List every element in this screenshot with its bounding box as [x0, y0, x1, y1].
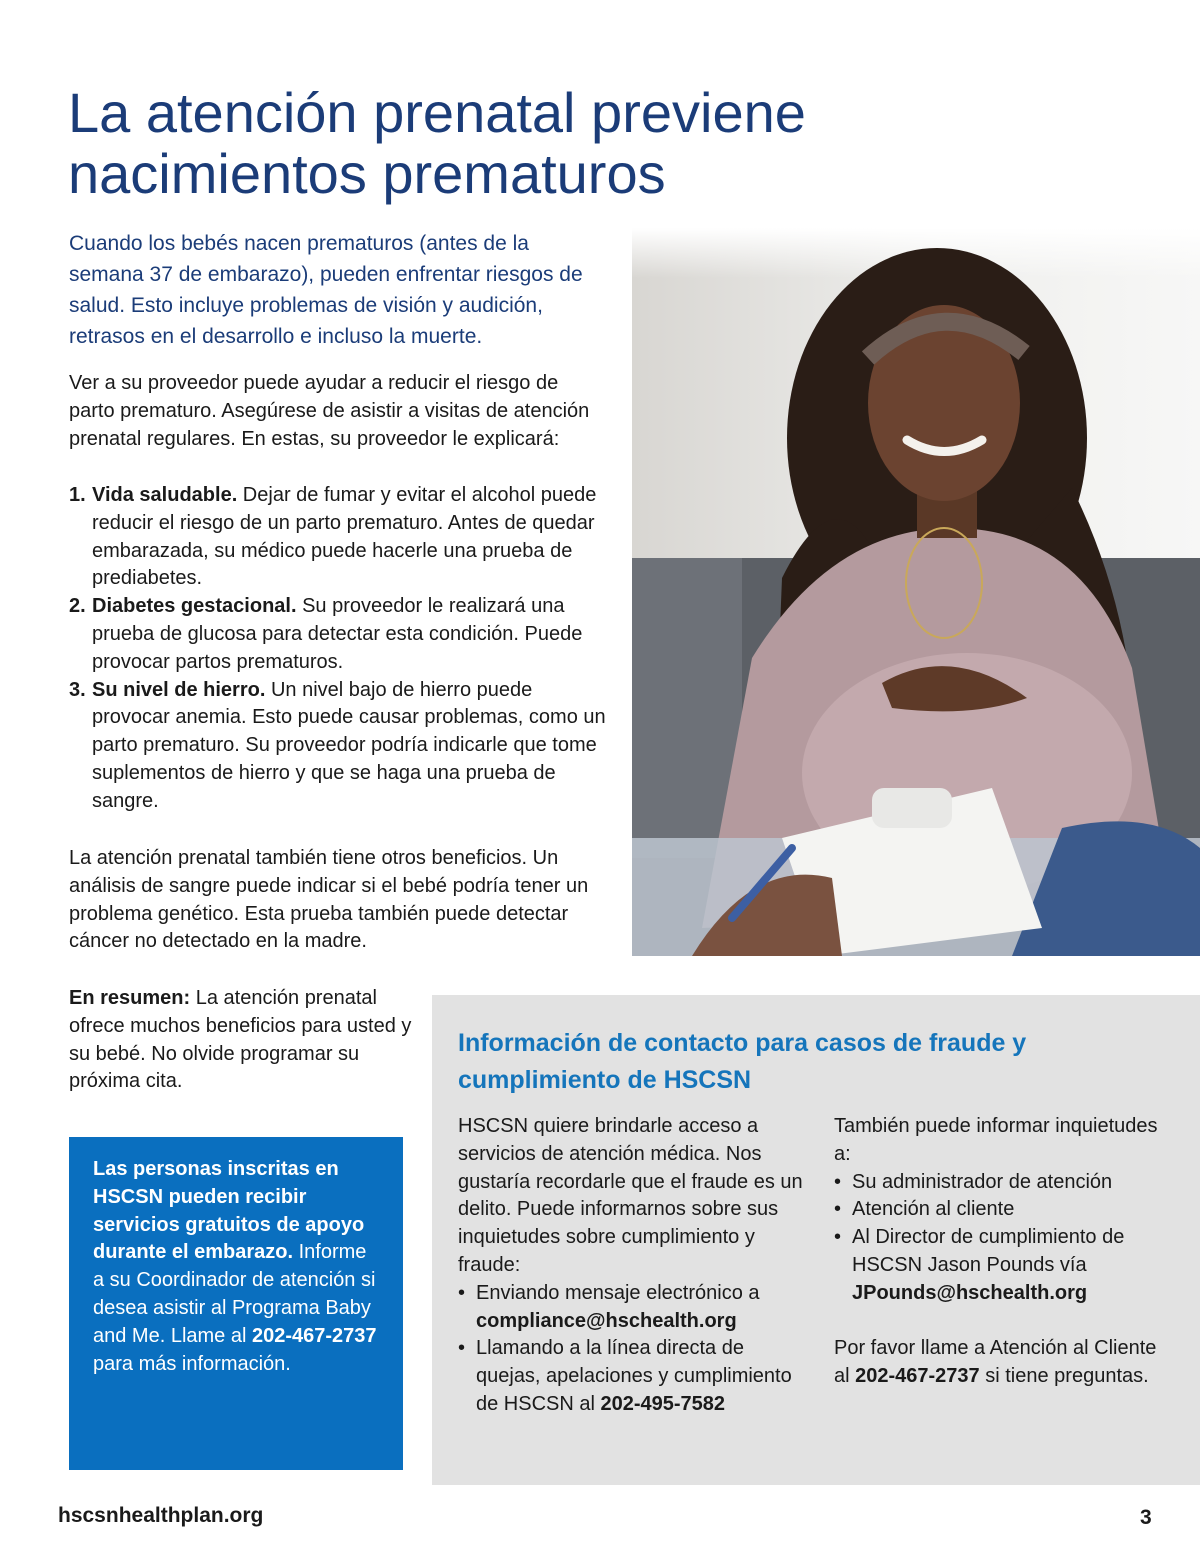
support-services-callout	[69, 1137, 403, 1470]
list-item: • Su administrador de atención	[834, 1169, 1174, 1197]
body-paragraph-2: La atención prenatal también tiene otros beneficios. Un análisis de sangre puede indicar si el bebé podría tener un problema genético. Esta prueba también puede detectar cáncer no detectado en la madre.	[69, 847, 589, 953]
callout-text-end: para más información.	[93, 1352, 291, 1375]
email-item-text: Enviando mensaje electrónico a	[476, 1281, 760, 1304]
list-item	[458, 1335, 808, 1418]
body-paragraph-1: Ver a su proveedor puede ayudar a reducir el riesgo de parto prematuro. Asegúrese de asistir a visitas de atención prenatal regulares. En estas, su proveedor le explicará:	[69, 372, 590, 450]
list-item	[69, 482, 614, 593]
callout-phone[interactable]: 202-467-2737	[251, 1324, 377, 1347]
summary-label: En resumen:	[69, 987, 191, 1009]
note-text: Por favor llame a Atención al Cliente al	[834, 1337, 1157, 1388]
footer-website-link[interactable]: hscsnhealthplan.org	[58, 1504, 264, 1527]
photo-illustration	[632, 228, 1200, 956]
list-item-text: Dejar de fumar y evitar el alcohol puede reducir el riesgo de un parto prematuro. Antes de quedar embarazada, su médico puede hacerle una prueba de prediabetes.	[92, 484, 597, 590]
list-item-heading: Vida saludable.	[92, 484, 238, 506]
fraud-contact-list	[458, 1280, 808, 1419]
list-item-text: Su proveedor le realizará una prueba de glucosa para detectar esta condición. Puede provocar partos prematuros.	[92, 595, 583, 673]
checkup-list	[69, 482, 614, 816]
list-item: • Atención al cliente	[834, 1196, 1174, 1224]
fraud-box-title: Información de contacto para casos de fraude y cumplimiento de HSCSN	[458, 1029, 1027, 1094]
summary-paragraph	[69, 985, 419, 1096]
list-item-text: Un nivel bajo de hierro puede provocar anemia. Esto puede causar problemas, como un parto prematuro. Su proveedor podría indicarle que tome suplementos de hierro y que se haga una prueba de sangre.	[92, 678, 606, 812]
summary-text: La atención prenatal ofrece muchos beneficios para usted y su bebé. No olvide programar su próxima cita.	[69, 987, 412, 1093]
list-number: 3.	[69, 678, 86, 701]
list-item-heading: Diabetes gestacional.	[92, 595, 297, 618]
compliance-email-link[interactable]: compliance@hschealth.org	[476, 1309, 737, 1332]
customer-service-note	[834, 1335, 1174, 1391]
director-email-link[interactable]: JPounds@hschealth.org	[852, 1281, 1088, 1304]
fraud-contact-box	[432, 995, 1200, 1485]
list-item	[69, 593, 614, 676]
page-number: 3	[1140, 1506, 1152, 1529]
customer-service-phone[interactable]: 202-467-2737	[855, 1365, 980, 1388]
report-contact-list	[834, 1169, 1174, 1308]
list-item-heading: Su nivel de hierro.	[92, 678, 266, 701]
fraud-column-1	[458, 1113, 808, 1419]
pregnant-woman-photo	[632, 228, 1200, 956]
list-number: 1.	[69, 484, 86, 506]
list-item	[69, 677, 614, 816]
fraud-column-2	[834, 1113, 1174, 1391]
page-title: La atención prenatal previene nacimientos prematuros	[68, 81, 806, 205]
director-item-text: Al Director de cumplimiento de HSCSN Jason Pounds vía	[852, 1226, 1125, 1276]
list-item	[834, 1224, 1174, 1307]
report-intro: También puede informar inquietudes a:	[834, 1115, 1158, 1165]
note-text-end: si tiene preguntas.	[979, 1365, 1149, 1388]
fraud-intro: HSCSN quiere brindarle acceso a servicios de atención médica. Nos gustaría recordarle que el fraude es un delito. Puede informarnos sobre sus inquietudes sobre cumplimiento y fraude:	[458, 1115, 803, 1276]
callout-text: Informe a su Coordinador de atención si desea asistir al Programa Baby and Me. Llame al	[93, 1241, 376, 1347]
intro-paragraph: Cuando los bebés nacen prematuros (antes de la semana 37 de embarazo), pueden enfrentar riesgos de salud. Esto incluye problemas de visión y audición, retrasos en el desarrollo e incluso la muerte.	[69, 232, 583, 348]
hotline-item-text: Llamando a la línea directa de quejas, apelaciones y cumplimiento de HSCSN al	[476, 1337, 792, 1415]
list-number: 2.	[69, 595, 86, 618]
callout-heading: Las personas inscritas en HSCSN pueden recibir servicios gratuitos de apoyo durante el embarazo.	[93, 1158, 365, 1264]
hotline-phone[interactable]: 202-495-7582	[600, 1392, 726, 1415]
list-item	[458, 1280, 808, 1336]
